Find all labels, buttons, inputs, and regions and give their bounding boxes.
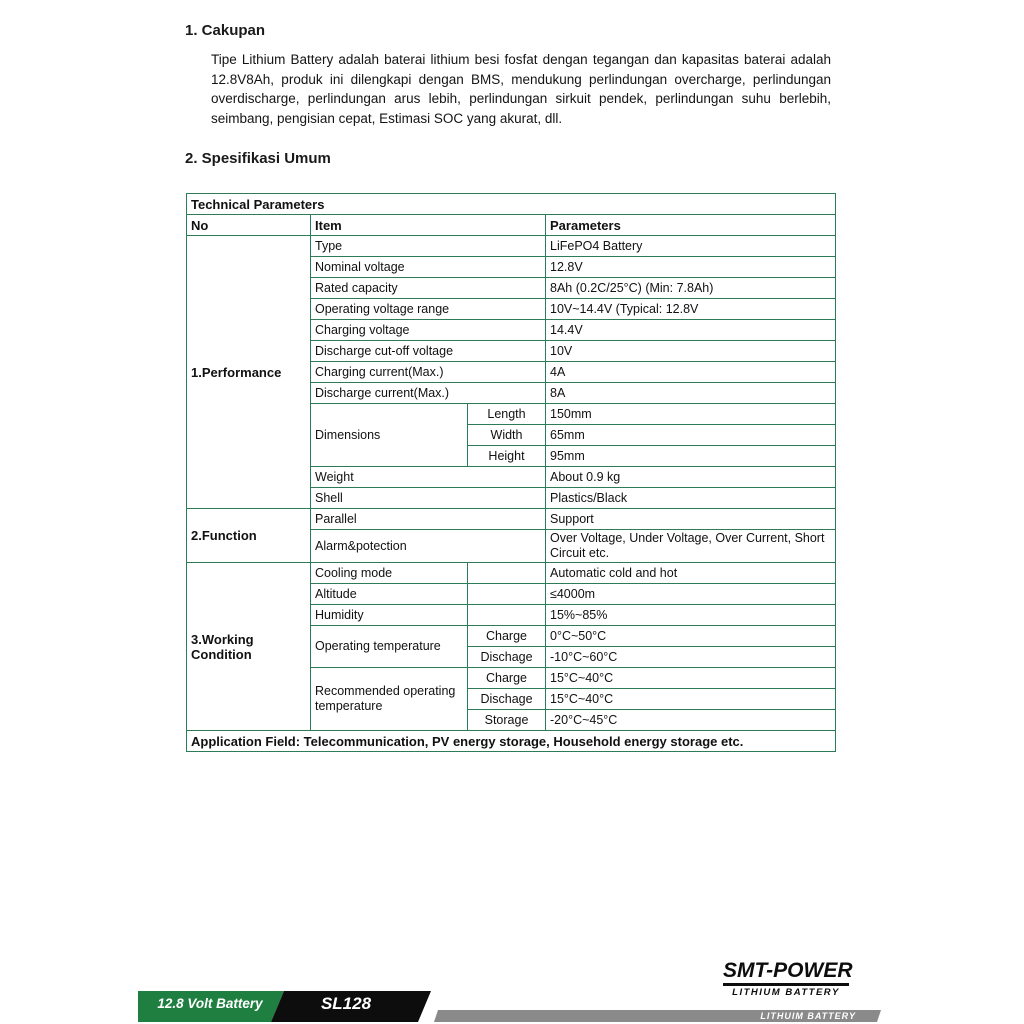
table-row xyxy=(187,236,836,257)
section-2-heading: 2. Spesifikasi Umum xyxy=(185,150,331,167)
item-cell-dimensions: Dimensions xyxy=(311,404,468,467)
brand-name: SMT-POWER xyxy=(723,959,853,982)
sub-label-cell: Storage xyxy=(468,710,546,731)
brand-subtitle: LITHIUM BATTERY xyxy=(723,983,849,998)
sub-label-cell: Width xyxy=(468,425,546,446)
item-cell: Weight xyxy=(311,467,546,488)
value-cell: 65mm xyxy=(546,425,836,446)
value-cell: 8Ah (0.2C/25°C) (Min: 7.8Ah) xyxy=(546,278,836,299)
item-cell: Altitude xyxy=(311,584,468,605)
value-cell: 10V xyxy=(546,341,836,362)
item-cell: Charging current(Max.) xyxy=(311,362,546,383)
value-cell: 150mm xyxy=(546,404,836,425)
value-cell: 14.4V xyxy=(546,320,836,341)
table-row xyxy=(187,563,836,584)
brand-logo xyxy=(723,959,853,998)
value-cell: About 0.9 kg xyxy=(546,467,836,488)
value-cell: 10V~14.4V (Typical: 12.8V xyxy=(546,299,836,320)
empty-cell xyxy=(468,605,546,626)
sub-label-cell: Dischage xyxy=(468,689,546,710)
value-cell: Automatic cold and hot xyxy=(546,563,836,584)
value-cell: 12.8V xyxy=(546,257,836,278)
value-cell: ≤4000m xyxy=(546,584,836,605)
application-field-row xyxy=(187,731,836,752)
value-cell: 95mm xyxy=(546,446,836,467)
item-cell-operating-temperature: Operating temperature xyxy=(311,626,468,668)
value-cell: 15%~85% xyxy=(546,605,836,626)
sub-label-cell: Charge xyxy=(468,626,546,647)
value-cell: -20°C~45°C xyxy=(546,710,836,731)
header-no: No xyxy=(187,215,311,236)
item-cell: Alarm&potection xyxy=(311,530,546,563)
section-label-performance: 1.Performance xyxy=(187,236,311,509)
item-cell: Shell xyxy=(311,488,546,509)
value-cell: LiFePO4 Battery xyxy=(546,236,836,257)
section-1-heading: 1. Cakupan xyxy=(185,22,266,39)
value-cell: Over Voltage, Under Voltage, Over Current, Short Circuit etc. xyxy=(546,530,836,563)
item-cell: Rated capacity xyxy=(311,278,546,299)
footer-gray-band-text: LITHUIM BATTERY xyxy=(760,1011,856,1021)
value-cell: 0°C~50°C xyxy=(546,626,836,647)
empty-cell xyxy=(468,584,546,605)
value-cell: Plastics/Black xyxy=(546,488,836,509)
item-cell: Nominal voltage xyxy=(311,257,546,278)
section-1-paragraph: Tipe Lithium Battery adalah baterai lithium besi fosfat dengan tegangan dan kapasitas baterai adalah 12.8V8Ah, produk ini dilengkapi dengan BMS, mendukung perlindungan overcharge, perlindungan overdischarge, perlindungan arus lebih, perlindungan sirkuit pendek, perlindungan suhu berlebih, seimbang, pengisian cepat, Estimasi SOC yang akurat, dll. xyxy=(211,52,831,126)
table-title-row xyxy=(187,194,836,215)
sub-label-cell: Dischage xyxy=(468,647,546,668)
sub-label-cell: Length xyxy=(468,404,546,425)
footer-battery-label: 12.8 Volt Battery xyxy=(157,996,263,1011)
section-label-working-condition: 3.Working Condition xyxy=(187,563,311,731)
sub-label-cell: Charge xyxy=(468,668,546,689)
empty-cell xyxy=(468,563,546,584)
value-cell: Support xyxy=(546,509,836,530)
application-field-cell: Application Field: Telecommunication, PV energy storage, Household energy storage etc. xyxy=(187,731,836,752)
item-cell: Discharge current(Max.) xyxy=(311,383,546,404)
sub-label-cell: Height xyxy=(468,446,546,467)
value-cell: 4A xyxy=(546,362,836,383)
item-cell: Humidity xyxy=(311,605,468,626)
footer-model-label: SL128 xyxy=(320,994,372,1013)
value-cell: 15°C~40°C xyxy=(546,668,836,689)
item-cell: Operating voltage range xyxy=(311,299,546,320)
item-cell: Parallel xyxy=(311,509,546,530)
item-cell-recommended-temperature: Recommended operating temperature xyxy=(311,668,468,731)
technical-parameters-table xyxy=(186,193,836,752)
item-cell: Cooling mode xyxy=(311,563,468,584)
header-item: Item xyxy=(311,215,546,236)
value-cell: 15°C~40°C xyxy=(546,689,836,710)
value-cell: -10°C~60°C xyxy=(546,647,836,668)
section-label-function: 2.Function xyxy=(187,509,311,563)
table-header-row xyxy=(187,215,836,236)
header-parameters: Parameters xyxy=(546,215,836,236)
item-cell: Type xyxy=(311,236,546,257)
item-cell: Discharge cut-off voltage xyxy=(311,341,546,362)
table-row xyxy=(187,509,836,530)
table-title: Technical Parameters xyxy=(187,194,836,215)
item-cell: Charging voltage xyxy=(311,320,546,341)
value-cell: 8A xyxy=(546,383,836,404)
